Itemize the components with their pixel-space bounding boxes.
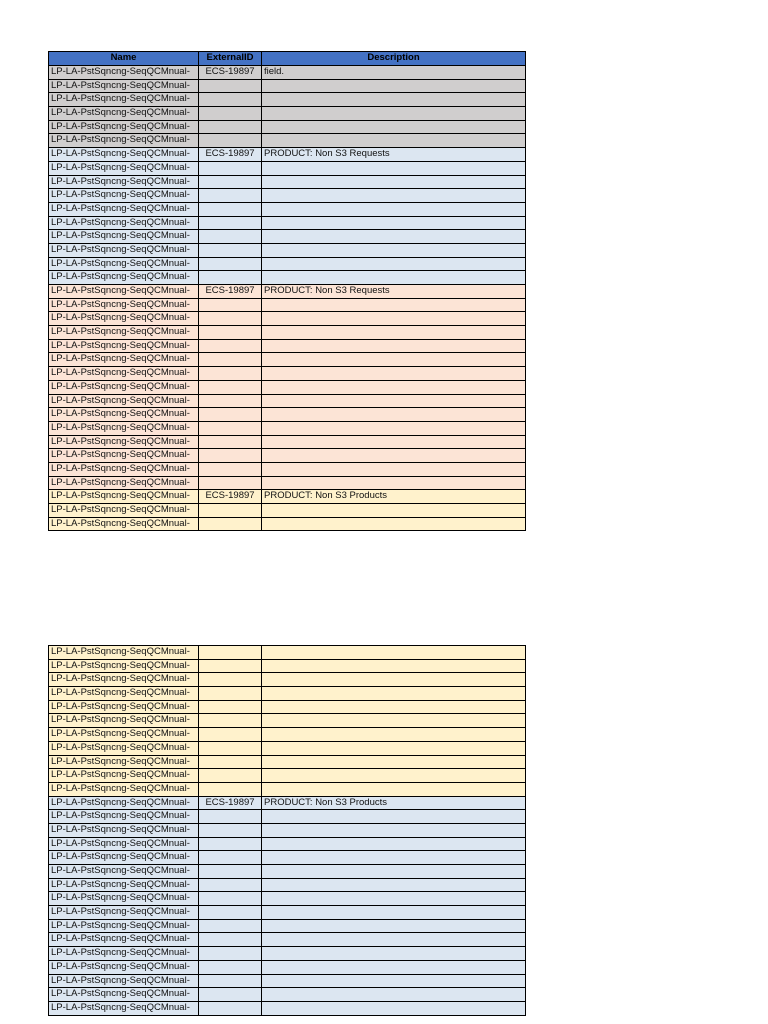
cell-description — [262, 230, 526, 244]
spreadsheet-table-2 — [48, 645, 526, 1016]
cell-name: LP-LA-PstSqncng-SeqQCMnual- — [49, 947, 199, 961]
cell-externalid — [199, 216, 262, 230]
cell-externalid — [199, 161, 262, 175]
cell-externalid — [199, 782, 262, 796]
cell-name: LP-LA-PstSqncng-SeqQCMnual- — [49, 298, 199, 312]
cell-description — [262, 408, 526, 422]
cell-description — [262, 421, 526, 435]
column-header-description: Description — [262, 52, 526, 66]
cell-externalid — [199, 892, 262, 906]
header-row — [49, 52, 526, 66]
table-body-2 — [49, 646, 526, 1016]
cell-externalid — [199, 933, 262, 947]
cell-description — [262, 878, 526, 892]
cell-description — [262, 659, 526, 673]
cell-name: LP-LA-PstSqncng-SeqQCMnual- — [49, 79, 199, 93]
cell-externalid — [199, 741, 262, 755]
cell-name: LP-LA-PstSqncng-SeqQCMnual- — [49, 462, 199, 476]
cell-description — [262, 700, 526, 714]
cell-externalid — [199, 326, 262, 340]
table-row — [49, 326, 526, 340]
cell-externalid — [199, 517, 262, 531]
cell-description — [262, 960, 526, 974]
cell-description: PRODUCT: Non S3 Products — [262, 796, 526, 810]
cell-name: LP-LA-PstSqncng-SeqQCMnual- — [49, 919, 199, 933]
table-row — [49, 782, 526, 796]
cell-externalid — [199, 394, 262, 408]
table-row — [49, 120, 526, 134]
cell-externalid — [199, 79, 262, 93]
cell-name: LP-LA-PstSqncng-SeqQCMnual- — [49, 1001, 199, 1015]
cell-name: LP-LA-PstSqncng-SeqQCMnual- — [49, 380, 199, 394]
cell-externalid: ECS-19897 — [199, 285, 262, 299]
cell-name: LP-LA-PstSqncng-SeqQCMnual- — [49, 408, 199, 422]
cell-name: LP-LA-PstSqncng-SeqQCMnual- — [49, 673, 199, 687]
cell-name: LP-LA-PstSqncng-SeqQCMnual- — [49, 435, 199, 449]
cell-name: LP-LA-PstSqncng-SeqQCMnual- — [49, 421, 199, 435]
table-row — [49, 435, 526, 449]
cell-description — [262, 810, 526, 824]
cell-name: LP-LA-PstSqncng-SeqQCMnual- — [49, 728, 199, 742]
table-row — [49, 189, 526, 203]
cell-name: LP-LA-PstSqncng-SeqQCMnual- — [49, 243, 199, 257]
cell-name: LP-LA-PstSqncng-SeqQCMnual- — [49, 988, 199, 1002]
table-row — [49, 339, 526, 353]
cell-name: LP-LA-PstSqncng-SeqQCMnual- — [49, 755, 199, 769]
cell-externalid — [199, 974, 262, 988]
table-row — [49, 408, 526, 422]
cell-externalid: ECS-19897 — [199, 490, 262, 504]
cell-name: LP-LA-PstSqncng-SeqQCMnual- — [49, 796, 199, 810]
cell-name: LP-LA-PstSqncng-SeqQCMnual- — [49, 906, 199, 920]
cell-externalid — [199, 107, 262, 121]
cell-name: LP-LA-PstSqncng-SeqQCMnual- — [49, 810, 199, 824]
table-row — [49, 700, 526, 714]
table-row — [49, 367, 526, 381]
cell-description — [262, 988, 526, 1002]
cell-description — [262, 312, 526, 326]
cell-name: LP-LA-PstSqncng-SeqQCMnual- — [49, 189, 199, 203]
table-row — [49, 796, 526, 810]
table-row — [49, 490, 526, 504]
cell-description: PRODUCT: Non S3 Products — [262, 490, 526, 504]
cell-name: LP-LA-PstSqncng-SeqQCMnual- — [49, 741, 199, 755]
cell-name: LP-LA-PstSqncng-SeqQCMnual- — [49, 517, 199, 531]
cell-description — [262, 646, 526, 660]
table-row — [49, 728, 526, 742]
cell-externalid: ECS-19897 — [199, 796, 262, 810]
cell-name: LP-LA-PstSqncng-SeqQCMnual- — [49, 700, 199, 714]
cell-name: LP-LA-PstSqncng-SeqQCMnual- — [49, 782, 199, 796]
cell-name: LP-LA-PstSqncng-SeqQCMnual- — [49, 175, 199, 189]
cell-externalid — [199, 462, 262, 476]
cell-externalid — [199, 851, 262, 865]
table-row — [49, 892, 526, 906]
table-body-1 — [49, 66, 526, 531]
cell-externalid — [199, 823, 262, 837]
cell-externalid — [199, 906, 262, 920]
table-row — [49, 504, 526, 518]
table-row — [49, 673, 526, 687]
cell-name: LP-LA-PstSqncng-SeqQCMnual- — [49, 107, 199, 121]
cell-description — [262, 728, 526, 742]
table-row — [49, 919, 526, 933]
cell-externalid: ECS-19897 — [199, 148, 262, 162]
column-header-externalid: ExternalID — [199, 52, 262, 66]
cell-description — [262, 298, 526, 312]
cell-externalid — [199, 476, 262, 490]
table-row — [49, 1001, 526, 1015]
cell-name: LP-LA-PstSqncng-SeqQCMnual- — [49, 339, 199, 353]
cell-description — [262, 741, 526, 755]
table-row — [49, 148, 526, 162]
cell-name: LP-LA-PstSqncng-SeqQCMnual- — [49, 120, 199, 134]
cell-description — [262, 1001, 526, 1015]
cell-description — [262, 906, 526, 920]
table-row — [49, 271, 526, 285]
cell-name: LP-LA-PstSqncng-SeqQCMnual- — [49, 865, 199, 879]
table-row — [49, 243, 526, 257]
cell-externalid — [199, 449, 262, 463]
table-row — [49, 878, 526, 892]
cell-name: LP-LA-PstSqncng-SeqQCMnual- — [49, 960, 199, 974]
cell-externalid — [199, 435, 262, 449]
cell-description — [262, 243, 526, 257]
cell-name: LP-LA-PstSqncng-SeqQCMnual- — [49, 257, 199, 271]
cell-externalid — [199, 646, 262, 660]
cell-description — [262, 271, 526, 285]
table-row — [49, 810, 526, 824]
cell-externalid — [199, 769, 262, 783]
cell-externalid — [199, 408, 262, 422]
cell-description — [262, 687, 526, 701]
cell-description — [262, 947, 526, 961]
table-row — [49, 216, 526, 230]
cell-externalid — [199, 1001, 262, 1015]
cell-description — [262, 673, 526, 687]
cell-name: LP-LA-PstSqncng-SeqQCMnual- — [49, 974, 199, 988]
table-row — [49, 353, 526, 367]
cell-description — [262, 517, 526, 531]
cell-name: LP-LA-PstSqncng-SeqQCMnual- — [49, 933, 199, 947]
cell-name: LP-LA-PstSqncng-SeqQCMnual- — [49, 134, 199, 148]
cell-description — [262, 851, 526, 865]
cell-externalid — [199, 700, 262, 714]
table-row — [49, 988, 526, 1002]
table-row — [49, 837, 526, 851]
cell-externalid — [199, 865, 262, 879]
table-row — [49, 79, 526, 93]
cell-name: LP-LA-PstSqncng-SeqQCMnual- — [49, 892, 199, 906]
table-row — [49, 851, 526, 865]
table-row — [49, 659, 526, 673]
cell-name: LP-LA-PstSqncng-SeqQCMnual- — [49, 449, 199, 463]
cell-name: LP-LA-PstSqncng-SeqQCMnual- — [49, 823, 199, 837]
table-row — [49, 285, 526, 299]
cell-name: LP-LA-PstSqncng-SeqQCMnual- — [49, 878, 199, 892]
cell-externalid — [199, 271, 262, 285]
cell-name: LP-LA-PstSqncng-SeqQCMnual- — [49, 476, 199, 490]
cell-externalid — [199, 810, 262, 824]
table-row — [49, 769, 526, 783]
table-row — [49, 517, 526, 531]
cell-description — [262, 161, 526, 175]
table-row — [49, 449, 526, 463]
cell-description — [262, 394, 526, 408]
cell-externalid — [199, 380, 262, 394]
cell-description — [262, 339, 526, 353]
cell-description — [262, 919, 526, 933]
table-row — [49, 134, 526, 148]
table-row — [49, 687, 526, 701]
cell-description — [262, 974, 526, 988]
cell-name: LP-LA-PstSqncng-SeqQCMnual- — [49, 367, 199, 381]
cell-name: LP-LA-PstSqncng-SeqQCMnual- — [49, 161, 199, 175]
table-row — [49, 714, 526, 728]
table-row — [49, 476, 526, 490]
cell-description — [262, 476, 526, 490]
cell-externalid — [199, 687, 262, 701]
cell-name: LP-LA-PstSqncng-SeqQCMnual- — [49, 769, 199, 783]
cell-description — [262, 823, 526, 837]
cell-externalid — [199, 421, 262, 435]
cell-externalid — [199, 947, 262, 961]
table-row — [49, 175, 526, 189]
cell-externalid — [199, 243, 262, 257]
cell-name: LP-LA-PstSqncng-SeqQCMnual- — [49, 851, 199, 865]
cell-externalid — [199, 714, 262, 728]
cell-description — [262, 326, 526, 340]
cell-externalid — [199, 988, 262, 1002]
cell-description — [262, 380, 526, 394]
table-row — [49, 394, 526, 408]
table-row — [49, 646, 526, 660]
cell-name: LP-LA-PstSqncng-SeqQCMnual- — [49, 504, 199, 518]
cell-externalid — [199, 93, 262, 107]
cell-externalid — [199, 837, 262, 851]
spreadsheet-table-1 — [48, 51, 526, 531]
cell-description — [262, 257, 526, 271]
cell-name: LP-LA-PstSqncng-SeqQCMnual- — [49, 714, 199, 728]
cell-externalid — [199, 659, 262, 673]
table-row — [49, 257, 526, 271]
cell-externalid — [199, 919, 262, 933]
cell-description — [262, 107, 526, 121]
table-row — [49, 741, 526, 755]
table-row — [49, 823, 526, 837]
cell-description — [262, 175, 526, 189]
cell-description — [262, 134, 526, 148]
cell-externalid — [199, 257, 262, 271]
cell-externalid — [199, 312, 262, 326]
table-row — [49, 161, 526, 175]
cell-name: LP-LA-PstSqncng-SeqQCMnual- — [49, 93, 199, 107]
cell-externalid — [199, 353, 262, 367]
table-row — [49, 202, 526, 216]
cell-name: LP-LA-PstSqncng-SeqQCMnual- — [49, 353, 199, 367]
cell-description — [262, 769, 526, 783]
cell-name: LP-LA-PstSqncng-SeqQCMnual- — [49, 66, 199, 80]
cell-description — [262, 837, 526, 851]
cell-externalid — [199, 755, 262, 769]
cell-description — [262, 462, 526, 476]
cell-description: field. — [262, 66, 526, 80]
table-row — [49, 230, 526, 244]
cell-externalid — [199, 960, 262, 974]
cell-description: PRODUCT: Non S3 Requests — [262, 285, 526, 299]
cell-externalid — [199, 134, 262, 148]
cell-description — [262, 93, 526, 107]
table-row — [49, 380, 526, 394]
cell-description — [262, 189, 526, 203]
cell-name: LP-LA-PstSqncng-SeqQCMnual- — [49, 148, 199, 162]
cell-name: LP-LA-PstSqncng-SeqQCMnual- — [49, 216, 199, 230]
cell-description — [262, 216, 526, 230]
cell-externalid — [199, 230, 262, 244]
cell-name: LP-LA-PstSqncng-SeqQCMnual- — [49, 646, 199, 660]
table-row — [49, 865, 526, 879]
cell-description — [262, 892, 526, 906]
cell-name: LP-LA-PstSqncng-SeqQCMnual- — [49, 394, 199, 408]
cell-description — [262, 782, 526, 796]
cell-description — [262, 353, 526, 367]
cell-name: LP-LA-PstSqncng-SeqQCMnual- — [49, 326, 199, 340]
table-row — [49, 906, 526, 920]
cell-description — [262, 79, 526, 93]
cell-externalid — [199, 298, 262, 312]
table-row — [49, 107, 526, 121]
cell-description — [262, 714, 526, 728]
cell-description — [262, 367, 526, 381]
cell-name: LP-LA-PstSqncng-SeqQCMnual- — [49, 837, 199, 851]
cell-externalid — [199, 120, 262, 134]
cell-description — [262, 755, 526, 769]
cell-externalid — [199, 189, 262, 203]
cell-name: LP-LA-PstSqncng-SeqQCMnual- — [49, 202, 199, 216]
cell-externalid — [199, 728, 262, 742]
table-row — [49, 298, 526, 312]
table-row — [49, 960, 526, 974]
cell-name: LP-LA-PstSqncng-SeqQCMnual- — [49, 687, 199, 701]
cell-externalid — [199, 673, 262, 687]
cell-externalid — [199, 202, 262, 216]
table-row — [49, 66, 526, 80]
cell-description — [262, 435, 526, 449]
cell-description — [262, 202, 526, 216]
cell-name: LP-LA-PstSqncng-SeqQCMnual- — [49, 312, 199, 326]
cell-name: LP-LA-PstSqncng-SeqQCMnual- — [49, 659, 199, 673]
cell-externalid — [199, 504, 262, 518]
table-row — [49, 312, 526, 326]
table-row — [49, 421, 526, 435]
table-row — [49, 462, 526, 476]
cell-externalid — [199, 878, 262, 892]
cell-description: PRODUCT: Non S3 Requests — [262, 148, 526, 162]
cell-externalid — [199, 175, 262, 189]
table-row — [49, 933, 526, 947]
cell-externalid: ECS-19897 — [199, 66, 262, 80]
cell-description — [262, 933, 526, 947]
cell-description — [262, 449, 526, 463]
cell-name: LP-LA-PstSqncng-SeqQCMnual- — [49, 230, 199, 244]
table-row — [49, 947, 526, 961]
column-header-name: Name — [49, 52, 199, 66]
cell-name: LP-LA-PstSqncng-SeqQCMnual- — [49, 490, 199, 504]
cell-name: LP-LA-PstSqncng-SeqQCMnual- — [49, 271, 199, 285]
table-row — [49, 974, 526, 988]
cell-externalid — [199, 339, 262, 353]
cell-name: LP-LA-PstSqncng-SeqQCMnual- — [49, 285, 199, 299]
cell-description — [262, 504, 526, 518]
table-row — [49, 93, 526, 107]
cell-description — [262, 865, 526, 879]
cell-description — [262, 120, 526, 134]
cell-externalid — [199, 367, 262, 381]
table-row — [49, 755, 526, 769]
